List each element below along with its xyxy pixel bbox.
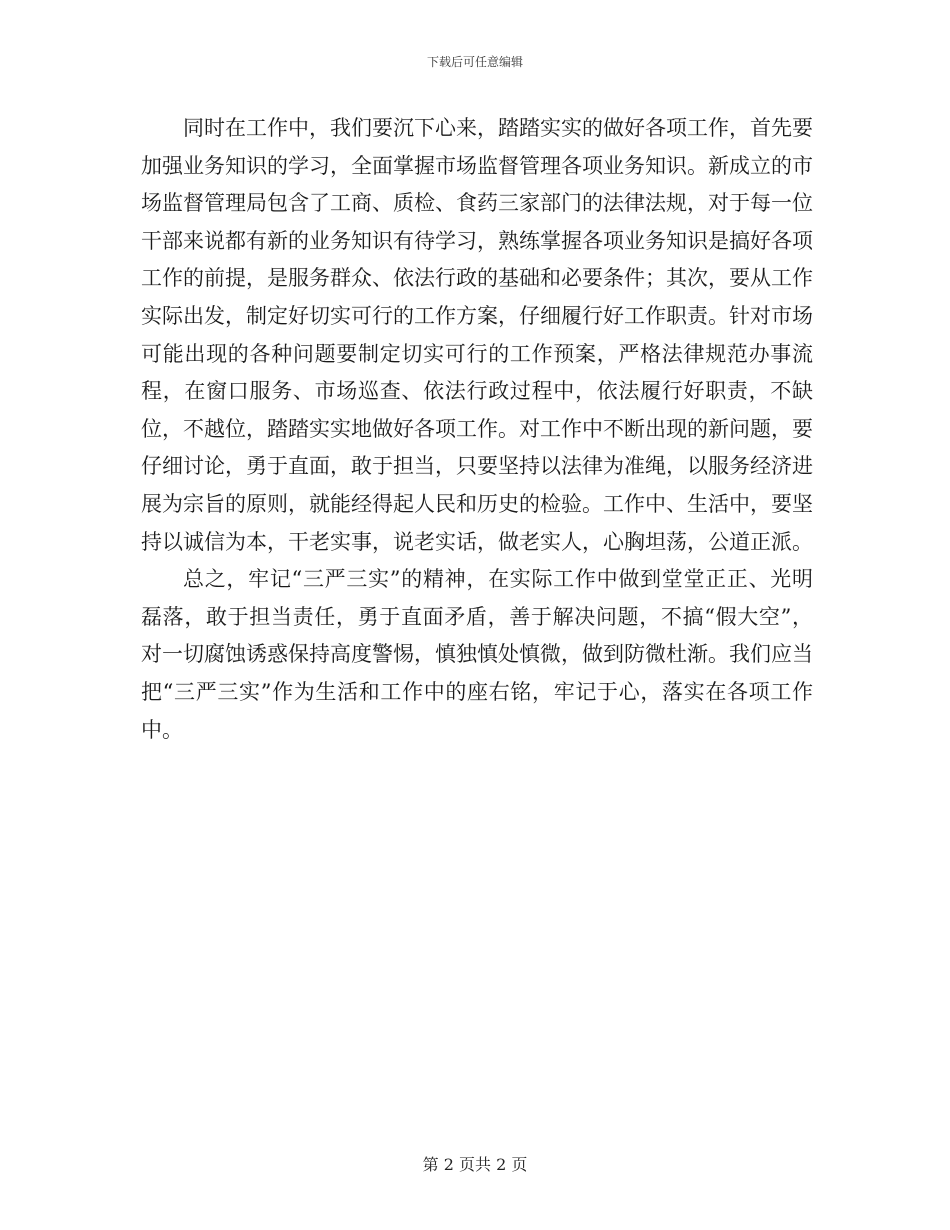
body-paragraph: 总之，牢记“三严三实”的精神，在实际工作中做到堂堂正正、光明磊落，敢于担当责任，勇于直面矛盾，善于解决问题，不搞“假大空”，对一切腐蚀诱惑保持高度警惕，慎独慎处慎微，做到防微杜渐。我们应当把“三严三实”作为生活和工作中的座右铭，牢记于心，落实在各项工作中。 bbox=[141, 567, 813, 742]
page-footer bbox=[0, 1154, 950, 1176]
page-number: 第 2 页共 2 页 bbox=[422, 1155, 528, 1174]
page-header bbox=[0, 54, 950, 70]
body-paragraph: 同时在工作中，我们要沉下心来，踏踏实实的做好各项工作，首先要加强业务知识的学习，全面掌握市场监督管理各项业务知识。新成立的市场监督管理局包含了工商、质检、食药三家部门的法律法规，对于每一位干部来说都有新的业务知识有待学习，熟练掌握各项业务知识是搞好各项工作的前提，是服务群众、依法行政的基础和必要条件；其次，要从工作实际出发，制定好切实可行的工作方案，仔细履行好工作职责。针对市场可能出现的各种问题要制定切实可行的工作预案，严格法律规范办事流程，在窗口服务、市场巡查、依法行政过程中，依法履行好职责，不缺位，不越位，踏踏实实地做好各项工作。对工作中不断出现的新问题，要仔细讨论，勇于直面，敢于担当，只要坚持以法律为准绳，以服务经济进展为宗旨的原则，就能经得起人民和历史的检验。工作中、生活中，要坚持以诚信为本，干老实事，说老实话，做老实人，心胸坦荡，公道正派。 bbox=[141, 116, 813, 554]
document-body bbox=[141, 110, 813, 749]
header-note: 下载后可任意编辑 bbox=[426, 55, 523, 69]
